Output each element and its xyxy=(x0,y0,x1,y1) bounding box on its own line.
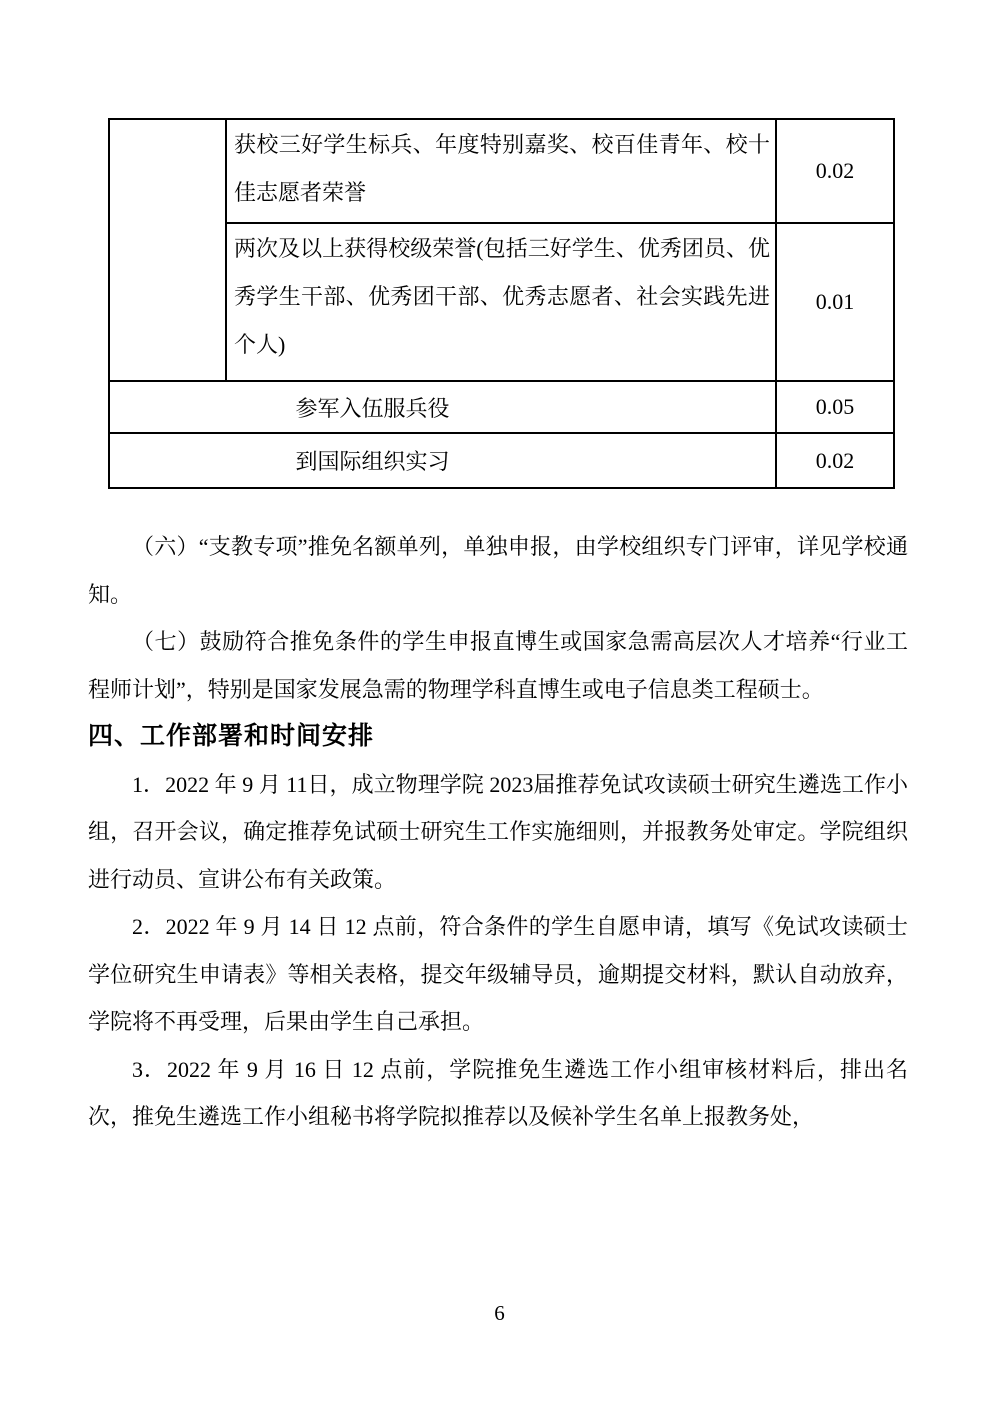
table-row xyxy=(109,223,894,381)
table-row xyxy=(109,381,894,433)
table-cell-score: 0.05 xyxy=(776,381,894,433)
table-cell-merged-empty xyxy=(109,119,226,381)
step-paragraph-2: 2．2022 年 9 月 14 日 12 点前，符合条件的学生自愿申请，填写《免试攻读硕士学位研究生申请表》等相关表格，提交年级辅导员，逾期提交材料，默认自动放弃，学院将不再受理，后果由学生自己承担。 xyxy=(88,914,908,1034)
table-cell-score: 0.02 xyxy=(776,119,894,223)
body-content xyxy=(88,523,908,1141)
paragraph-item-7: （七）鼓励符合推免条件的学生申报直博生或国家急需高层次人才培养“行业工程师计划”，特别是国家发展急需的物理学科直博生或电子信息类工程硕士。 xyxy=(88,629,908,702)
table-cell-criteria-centered: 参军入伍服兵役 xyxy=(109,381,776,433)
table-cell-criteria-centered: 到国际组织实习 xyxy=(109,433,776,488)
step-paragraph-3: 3．2022 年 9 月 16 日 12 点前，学院推免生遴选工作小组审核材料后，排出名次，推免生遴选工作小组秘书将学院拟推荐以及候补学生名单上报教务处， xyxy=(88,1056,908,1129)
table-row xyxy=(109,119,894,223)
section-heading: 四、工作部署和时间安排 xyxy=(88,722,375,750)
table-cell-score: 0.01 xyxy=(776,223,894,381)
table-row xyxy=(109,433,894,488)
table-cell-score: 0.02 xyxy=(776,433,894,488)
step-paragraph-1: 1．2022 年 9 月 11日，成立物理学院 2023届推荐免试攻读硕士研究生遴选工作小组，召开会议，确定推荐免试硕士研究生工作实施细则，并报教务处审定。学院组织进行动员、宣讲公布有关政策。 xyxy=(88,771,908,892)
table-cell-criteria: 获校三好学生标兵、年度特别嘉奖、校百佳青年、校十佳志愿者荣誉 xyxy=(226,119,776,223)
table-cell-criteria: 两次及以上获得校级荣誉(包括三好学生、优秀团员、优秀学生干部、优秀团干部、优秀志愿者、社会实践先进个人) xyxy=(226,223,776,381)
honors-score-table xyxy=(108,118,895,489)
page-number: 6 xyxy=(494,1301,505,1325)
paragraph-item-6: （六）“支教专项”推免名额单列，单独申报，由学校组织专门评审，详见学校通知。 xyxy=(88,534,908,607)
